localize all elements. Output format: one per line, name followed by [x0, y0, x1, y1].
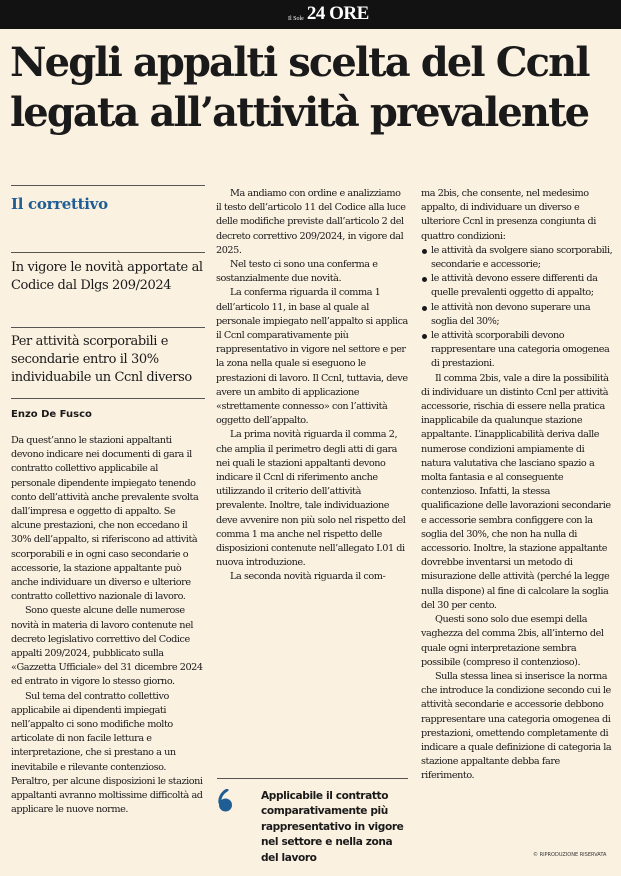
- paragraph: Da quest’anno le stazioni appaltanti devono indicare nei documenti di gara il contratto collettivo applicabile al personale dipendente impiegato tenendo conto dell’attività anche prevalente svolta dall’impresa e oggetto di appalto. Se alcune prestazioni, che non eccedano il 30% dell’appalto, si riferiscono ad attività scorporabili e in ogni caso secondarie o accessorie, la stazione appaltante può anche individuare un diverso e ulteriore contratto collettivo nazionale di lavoro.: [11, 435, 199, 603]
- divider: [11, 252, 205, 253]
- paragraph: Sul tema del contratto collettivo applicabile ai dipendenti impiegati nell’appalto ci sono modifiche molto articolate di non facile lettura e interpretazione, che si prestano a un inevitabile e rilevante contenzioso. Peraltro, per alcune disposizioni le stazioni appaltanti avranno moltissime difficoltà ad applicare le nuove norme.: [11, 690, 203, 816]
- article-column-2: [216, 187, 408, 585]
- top-bar: [0, 0, 621, 29]
- headline-line-2: legata all’attività prevalente: [10, 89, 589, 136]
- headline: [10, 38, 615, 138]
- paragraph: La prima novità riguarda il comma 2, che amplia il perimetro degli atti di gara nei quali le stazioni appaltanti devono indicare il Ccnl di riferimento anche utilizzando il criterio dell’attività prevalente. Inoltre, tale individuazione deve avvenire non più solo nel rispetto del comma 1 ma anche nel rispetto delle disposizioni contenute nell’allegato I.01 di nuova introduzione.: [216, 429, 406, 569]
- masthead-logo: [288, 5, 369, 23]
- paragraph: Sono queste alcune delle numerose novità in materia di lavoro contenute nel decreto legislativo correttivo del Codice appalti 209/2024, pubblicato sulla «Gazzetta Ufficiale» del 31 dicembre 2024 ed entrato in vigore lo stesso giorno.: [11, 605, 203, 688]
- masthead-small: Il Sole: [288, 16, 304, 22]
- bullet-item: le attività non devono superare una soglia del 30%;: [421, 301, 613, 329]
- pull-quote: [217, 779, 412, 867]
- bullet-item: le attività scorporabili devono rappresentare una categoria omogenea di prestazioni.: [421, 329, 613, 372]
- paragraph: Sulla stessa linea si inserisce la norma che introduce la condizione secondo cui le attività secondarie e accessorie debbono rappresentare una categoria omogenea di prestazioni, omettendo completamente di indicare a quale definizione di categoria la stazione appaltante debba fare riferimento.: [421, 670, 612, 782]
- kicker-1: In vigore le novità apportate al Codice dal Dlgs 209/2024: [11, 260, 203, 293]
- paragraph: La conferma riguarda il comma 1 dell’articolo 11, in base al quale al personale impiegato nell’appalto si applica il Ccnl comparativamente più rappresentativo in vigore nel settore e per la zona nella quale si eseguono le prestazioni di lavoro. Il Ccnl, tuttavia, deve avere un ambito di applicazione «strettamente connesso» con l’attività oggetto dell’appalto.: [216, 287, 408, 427]
- paragraph: Ma andiamo con ordine e analizziamo il testo dell’articolo 11 del Codice alla luce delle modifiche previste dall’articolo 2 del decreto correttivo 209/2024, in vigore dal 2025.: [216, 188, 406, 256]
- quote-icon: [217, 789, 235, 813]
- paragraph: ma 2bis, che consente, nel medesimo appalto, di individuare un diverso e ulteriore Ccnl in presenza congiunta di quattro condizioni:: [421, 188, 596, 242]
- paragraph: Nel testo ci sono una conferma e sostanzialmente due novità.: [216, 259, 378, 285]
- divider: [11, 398, 205, 399]
- bullet-item: le attività devono essere differenti da quelle prevalenti oggetto di appalto;: [421, 272, 613, 300]
- kicker-2: Per attività scorporabili e secondarie entro il 30% individuabile un Ccnl diverso: [11, 334, 192, 385]
- divider: [11, 327, 205, 328]
- bullet-item: le attività da svolgere siano scorporabili, secondarie e accessorie;: [421, 244, 613, 272]
- paragraph: Il comma 2bis, vale a dire la possibilità di individuare un distinto Ccnl per attività accessorie, rischia di essere nella pratica inapplicabile da qualunque stazione appaltante. L’inapplicabilità deriva dalle numerose condizioni ampiamente di natura valutativa che lasciano spazio a molta fantasia e al conseguente contenzioso. Infatti, la stessa qualificazione delle lavorazioni secondarie e accessorie sembra configgere con la soglia del 30%, che non ha nulla di accessorio. Inoltre, la stazione appaltante dovrebbe inventarsi un metodo di misurazione delle attività (perché la legge nulla dispone) al fine di calcolare la soglia del 30 per cento.: [421, 372, 611, 611]
- article-column-3: [421, 187, 613, 784]
- pull-quote-text: Applicabile il contratto comparativamente più rappresentativo in vigore nel settore e nella zona del lavoro: [261, 790, 404, 864]
- author-byline: Enzo De Fusco: [11, 409, 92, 420]
- divider: [11, 185, 205, 186]
- headline-line-1: Negli appalti scelta del Ccnl: [10, 39, 589, 86]
- copyright-notice: © RIPRODUZIONE RISERVATA: [533, 852, 607, 858]
- masthead-big: 24 ORE: [306, 3, 369, 24]
- paragraph: Questi sono solo due esempi della vaghezza del comma 2bis, all’interno del quale ogni interpretazione sembra possibile (compreso il contenzioso).: [421, 614, 604, 668]
- article-column-1: [11, 434, 203, 817]
- paragraph: La seconda novità riguarda il com-: [230, 571, 386, 583]
- section-label: Il correttivo: [11, 195, 108, 213]
